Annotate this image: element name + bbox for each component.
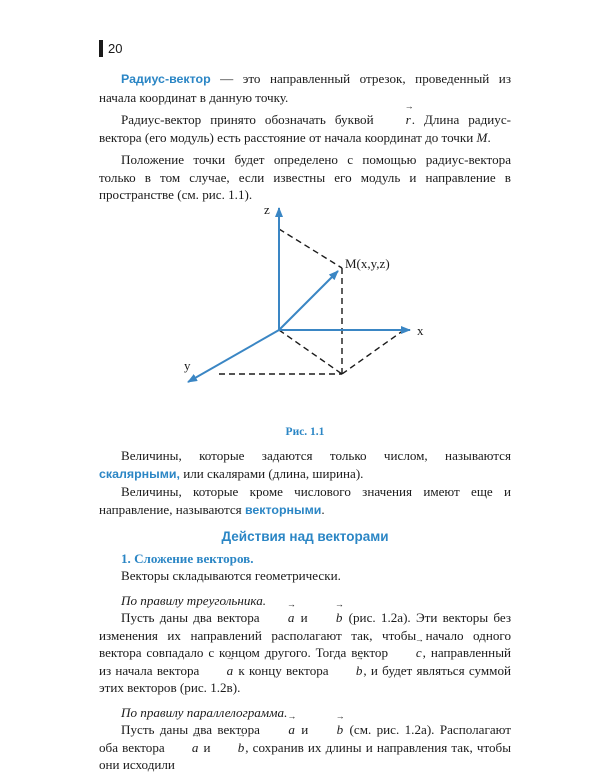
label-y: y: [184, 357, 191, 373]
vector-a: → a: [204, 662, 235, 680]
dashed-line-origin-projection: [279, 330, 342, 374]
text-span: и: [295, 610, 313, 625]
paragraph-parallelogram-rule: [99, 721, 511, 774]
page-number: 20: [108, 41, 123, 56]
text-span: Величины, которые задаются только числом, называются: [121, 448, 511, 463]
vector-b: → b: [215, 739, 246, 757]
definition-text: — это направленный отрезок, проведенный из начала координат в данную точку.: [99, 71, 511, 105]
text-span: , направленный из начала вектора: [99, 645, 511, 678]
text-span: Пусть даны два вектора: [121, 722, 266, 737]
paragraph-radius-vector-notation: [99, 111, 511, 146]
vector-r: → r: [383, 111, 412, 129]
dashed-line-x-projection: [342, 330, 404, 374]
vector-b: → b: [313, 609, 344, 627]
vector-a: → a: [265, 609, 296, 627]
paragraph-triangle-rule: [99, 609, 511, 697]
text-span: (рис. 1.2а). Эти векторы без изменения их направлений располагают так, чтобы начало одного вектора совпадало с концом другого. Тогда вектор: [99, 610, 511, 660]
paragraph-geometric-addition: Векторы складываются геометрически.: [121, 568, 341, 583]
vector-b: → b: [314, 721, 345, 739]
dashed-line-z-top: [279, 229, 342, 268]
paragraph-scalar-quantities: [99, 447, 511, 483]
subsection-vector-addition: 1. Сложение векторов.: [121, 550, 254, 566]
text-span: и: [199, 739, 215, 755]
text-span: к концу вектора: [234, 662, 333, 678]
text-span: . Длина радиус-вектора (его модуль) есть расстояние от начала координат до точки: [99, 112, 511, 145]
text-span: Величины, которые кроме числового значения имеют еще и направление, называются: [99, 484, 511, 517]
text-span: .: [321, 501, 325, 517]
term-scalar: скалярными,: [99, 466, 180, 481]
text-span: (см. рис. 1.2а). Располагают оба вектора: [99, 722, 511, 755]
vector-c: → c: [393, 644, 423, 662]
rule-triangle-title: По правилу треугольника.: [121, 592, 267, 608]
figure-caption: Рис. 1.1: [285, 425, 325, 438]
text-span: и: [295, 722, 314, 737]
rule-parallelogram-title: По правилу параллелограмма.: [121, 704, 288, 720]
vector-a: → a: [169, 739, 200, 757]
coordinate-system-diagram: [99, 206, 511, 420]
text-span: Пусть даны два вектора: [121, 610, 265, 625]
text-span: или скалярами (длина, ширина).: [179, 465, 364, 481]
page-content: [99, 70, 511, 774]
term-vector: векторными: [244, 502, 322, 517]
paragraph-point-position: Положение точки будет определено с помощью радиус-вектора только в том случае, если известны его модуль и направление в пространстве (см. рис. 1.1).: [99, 152, 511, 202]
label-z: z: [264, 205, 270, 217]
label-point-m: M(x,y,z): [345, 255, 390, 271]
text-span: .: [487, 129, 491, 145]
figure-1-1: [99, 206, 511, 420]
page-header: [99, 40, 122, 57]
header-bar: [99, 40, 103, 57]
vector-a: → a: [265, 721, 296, 739]
text-span: , и будет являться суммой этих векторов (рис. 1.2в).: [99, 662, 512, 695]
vector-b: → b: [333, 662, 364, 680]
text-span: , сохранив их длины и направления так, чтобы они исходили: [99, 739, 512, 772]
paragraph-vector-quantities: [99, 483, 511, 519]
point-m: M: [476, 129, 488, 145]
term-radius-vector: Радиус-вектор: [121, 72, 211, 86]
section-title: Действия над векторами: [221, 529, 389, 544]
radius-vector: [279, 271, 338, 330]
text-span: Радиус-вектор принято обозначать буквой: [121, 112, 383, 127]
label-x: x: [417, 322, 424, 338]
paragraph-radius-vector-definition: [99, 70, 511, 106]
